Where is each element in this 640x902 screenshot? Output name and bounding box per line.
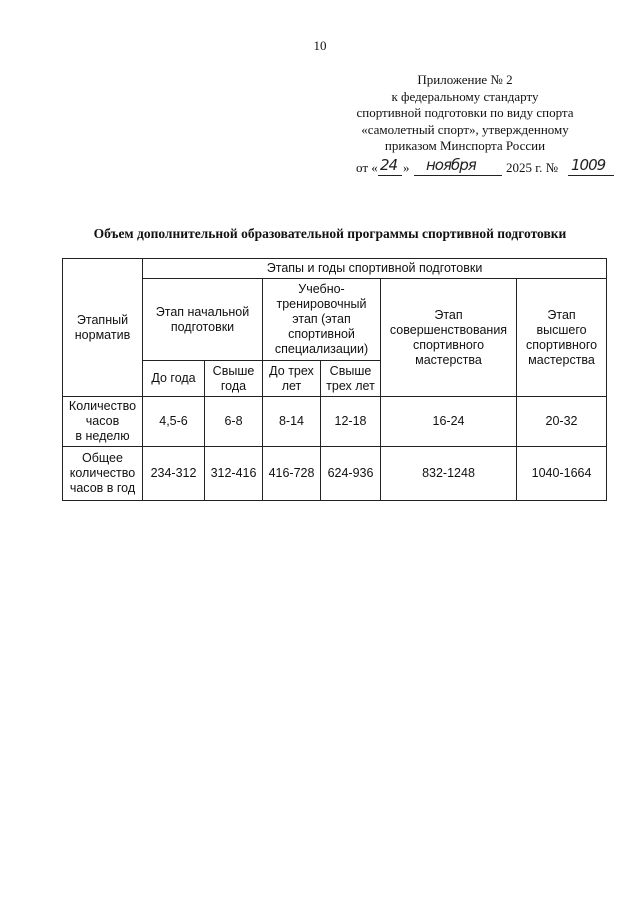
table-cell: 624-936 — [321, 447, 381, 501]
handwritten-order-number: 1009 — [571, 156, 606, 174]
group-header: Этапы и годы спортивной подготовки — [143, 259, 607, 279]
page-number: 10 — [313, 38, 327, 53]
table-cell: 20-32 — [517, 397, 607, 447]
table-cell: 8-14 — [263, 397, 321, 447]
date-year: 2025 г. № — [506, 160, 559, 175]
annex-line: Приложение № 2 — [417, 72, 513, 87]
row-header: Количество часов в неделю — [63, 397, 143, 447]
subcolumn-header: Свыше трех лет — [321, 361, 381, 397]
subcolumn-header: До года — [143, 361, 205, 397]
table-cell: 832-1248 — [381, 447, 517, 501]
table-cell: 312-416 — [205, 447, 263, 501]
table-cell: 416-728 — [263, 447, 321, 501]
annex-line: приказом Минспорта России — [384, 138, 546, 153]
stage-header: Этап высшего спортивного мастерства — [517, 279, 607, 397]
table-cell: 4,5-6 — [143, 397, 205, 447]
order-date-line — [356, 158, 626, 180]
table-cell: 16-24 — [381, 397, 517, 447]
table-cell: 234-312 — [143, 447, 205, 501]
number-underline — [568, 175, 614, 176]
table-cell: 1040-1664 — [517, 447, 607, 501]
subcolumn-header: До трех лет — [263, 361, 321, 397]
date-prefix: от « — [356, 160, 378, 175]
training-volume-table — [62, 258, 607, 501]
table-cell: 6-8 — [205, 397, 263, 447]
date-day-close: » — [403, 160, 410, 175]
table-row — [63, 447, 607, 501]
month-underline — [414, 175, 502, 176]
row-header: Общее количество часов в год — [63, 447, 143, 501]
annex-line: к федеральному стандарту — [391, 88, 539, 104]
annex-header — [340, 72, 590, 155]
table-cell: 12-18 — [321, 397, 381, 447]
document-title: Объем дополнительной образовательной программы спортивной подготовки — [93, 226, 567, 241]
annex-line: «самолетный спорт», утвержденному — [361, 121, 569, 137]
stage-header: Учебно- тренировочный этап (этап спортивной специализации) — [263, 279, 381, 361]
day-underline — [378, 175, 402, 176]
handwritten-day: 24 — [380, 156, 398, 174]
subcolumn-header: Свыше года — [205, 361, 263, 397]
annex-line: спортивной подготовки по виду спорта — [356, 105, 574, 120]
stage-header: Этап начальной подготовки — [143, 279, 263, 361]
stage-header: Этап совершенствования спортивного мастерства — [381, 279, 517, 397]
corner-header: Этапный норматив — [63, 259, 143, 397]
handwritten-month: ноября — [426, 156, 476, 174]
table-row — [63, 397, 607, 447]
